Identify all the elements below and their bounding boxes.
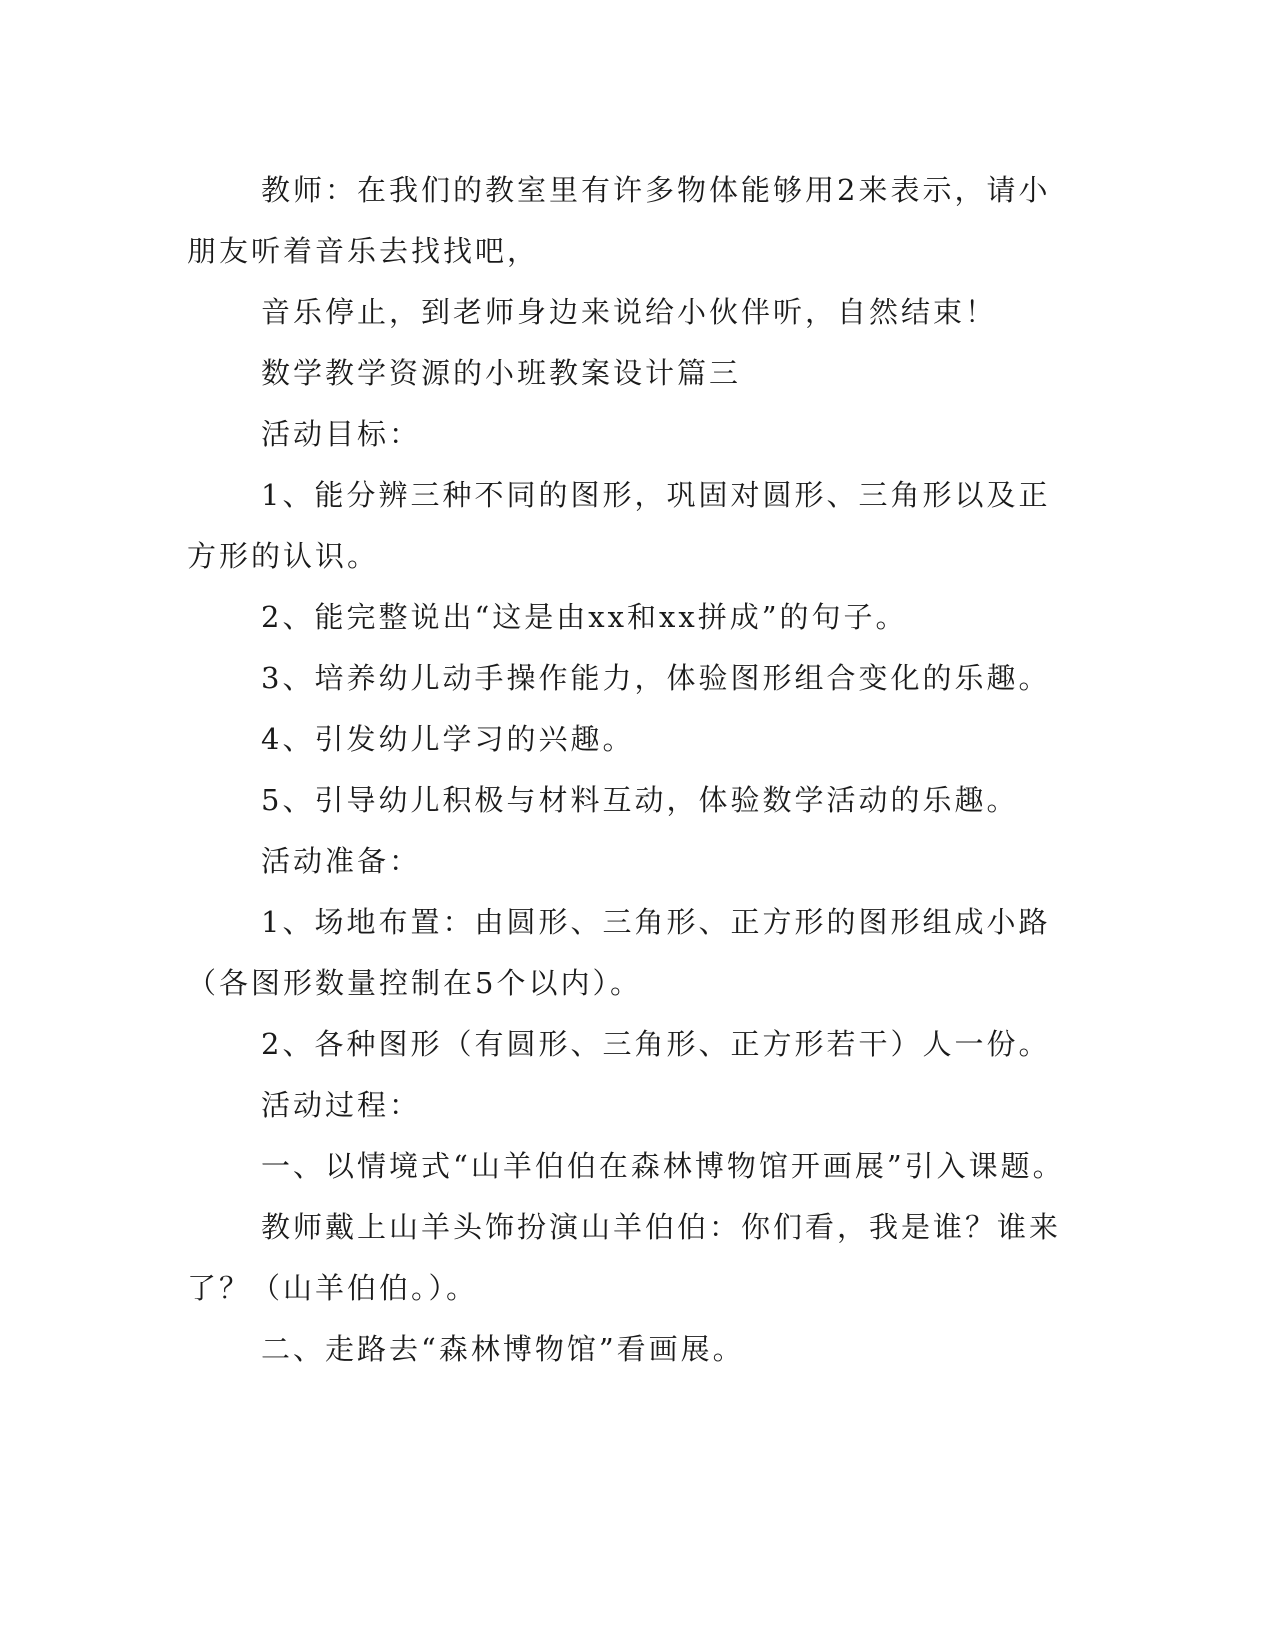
preparation-item-1: 1、场地布置：由圆形、三角形、正方形的图形组成小路（各图形数量控制在5个以内）。 <box>187 905 1051 1000</box>
paragraph-teacher-instruction: 教师：在我们的教室里有许多物体能够用2来表示，请小朋友听着音乐去找找吧， <box>187 173 1051 268</box>
section-heading-part-three: 数学教学资源的小班教案设计篇三 <box>261 356 742 390</box>
preparation-item-2: 2、各种图形（有圆形、三角形、正方形若干）人一份。 <box>261 1027 1051 1061</box>
goal-item-1: 1、能分辨三种不同的图形，巩固对圆形、三角形以及正方形的认识。 <box>187 478 1051 573</box>
heading-activity-process: 活动过程： <box>261 1088 422 1122</box>
heading-activity-goals: 活动目标： <box>261 417 422 451</box>
process-step-2: 二、走路去“森林博物馆”看画展。 <box>261 1332 745 1366</box>
process-step-1: 一、以情境式“山羊伯伯在森林博物馆开画展”引入课题。 <box>261 1149 1065 1183</box>
process-step-1-detail: 教师戴上山羊头饰扮演山羊伯伯：你们看，我是谁？谁来了？（山羊伯伯。）。 <box>187 1210 1062 1305</box>
paragraph-music-stop: 音乐停止，到老师身边来说给小伙伴听，自然结束！ <box>261 295 998 329</box>
goal-item-3: 3、培养幼儿动手操作能力，体验图形组合变化的乐趣。 <box>261 661 1051 695</box>
document-body <box>187 160 1067 1380</box>
goal-item-4: 4、引发幼儿学习的兴趣。 <box>261 722 635 756</box>
goal-item-2: 2、能完整说出“这是由xx和xx拼成”的句子。 <box>261 600 908 634</box>
heading-activity-preparation: 活动准备： <box>261 844 422 878</box>
goal-item-5: 5、引导幼儿积极与材料互动，体验数学活动的乐趣。 <box>261 783 1019 817</box>
